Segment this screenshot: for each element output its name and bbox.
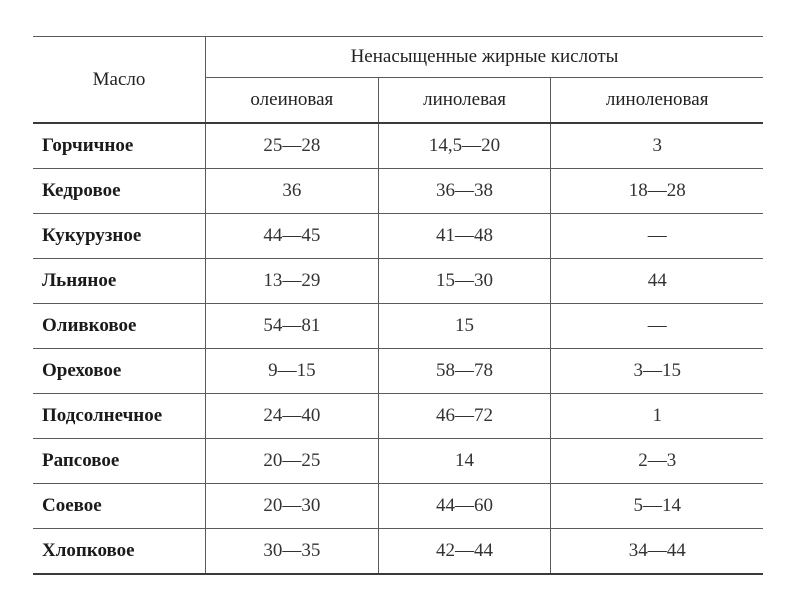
oil-name: Соевое (33, 484, 206, 529)
oil-name: Льняное (33, 259, 206, 304)
oleic-value: 20—25 (206, 439, 379, 484)
header-linolenic: линоленовая (551, 78, 763, 124)
header-linoleic: линолевая (378, 78, 551, 124)
linolenic-value: 44 (551, 259, 763, 304)
linoleic-value: 14,5—20 (378, 123, 551, 169)
header-unsaturated-fatty-acids: Ненасыщенные жирные кислоты (206, 37, 764, 78)
oil-name: Кукурузное (33, 214, 206, 259)
linolenic-value: 1 (551, 394, 763, 439)
header-oleic: олеиновая (206, 78, 379, 124)
oil-name: Хлопковое (33, 529, 206, 575)
linoleic-value: 44—60 (378, 484, 551, 529)
linoleic-value: 42—44 (378, 529, 551, 575)
oleic-value: 13—29 (206, 259, 379, 304)
table-body (33, 123, 763, 574)
linolenic-value: 18—28 (551, 169, 763, 214)
table-row (33, 169, 763, 214)
linoleic-value: 15 (378, 304, 551, 349)
oil-name: Оливковое (33, 304, 206, 349)
linolenic-value: — (551, 304, 763, 349)
table-row (33, 529, 763, 575)
table-header (33, 37, 763, 124)
linoleic-value: 41—48 (378, 214, 551, 259)
linoleic-value: 14 (378, 439, 551, 484)
oil-name: Ореховое (33, 349, 206, 394)
header-row-group (33, 37, 763, 78)
linolenic-value: 3 (551, 123, 763, 169)
linoleic-value: 15—30 (378, 259, 551, 304)
oleic-value: 36 (206, 169, 379, 214)
oleic-value: 9—15 (206, 349, 379, 394)
oleic-value: 30—35 (206, 529, 379, 575)
table-row (33, 304, 763, 349)
table-row (33, 349, 763, 394)
linoleic-value: 36—38 (378, 169, 551, 214)
oil-name: Подсолнечное (33, 394, 206, 439)
fatty-acids-table (33, 36, 763, 575)
table-row (33, 214, 763, 259)
table-row (33, 123, 763, 169)
oil-name: Рапсовое (33, 439, 206, 484)
oleic-value: 25—28 (206, 123, 379, 169)
linoleic-value: 58—78 (378, 349, 551, 394)
linolenic-value: — (551, 214, 763, 259)
linolenic-value: 2—3 (551, 439, 763, 484)
oleic-value: 44—45 (206, 214, 379, 259)
table-row (33, 394, 763, 439)
linoleic-value: 46—72 (378, 394, 551, 439)
linolenic-value: 5—14 (551, 484, 763, 529)
table-row (33, 259, 763, 304)
header-oil: Масло (33, 37, 206, 124)
table-row (33, 439, 763, 484)
linolenic-value: 34—44 (551, 529, 763, 575)
oil-name: Горчичное (33, 123, 206, 169)
oleic-value: 20—30 (206, 484, 379, 529)
oleic-value: 54—81 (206, 304, 379, 349)
oil-name: Кедровое (33, 169, 206, 214)
oleic-value: 24—40 (206, 394, 379, 439)
linolenic-value: 3—15 (551, 349, 763, 394)
table-row (33, 484, 763, 529)
